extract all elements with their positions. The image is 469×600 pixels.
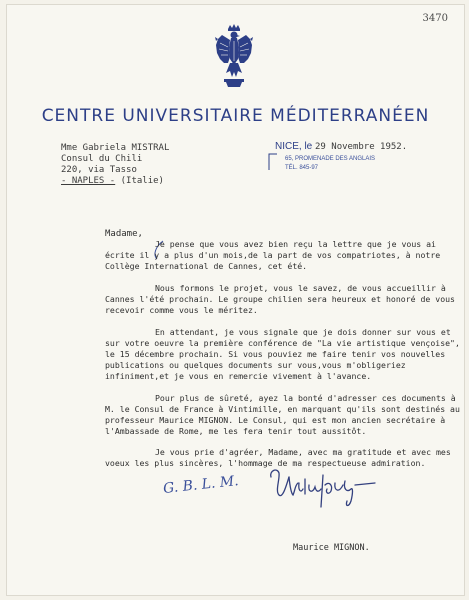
- recipient-title: Consul du Chili: [61, 154, 143, 164]
- typed-signature: Maurice MIGNON.: [293, 543, 370, 553]
- phone-line: TÉL. 845-97: [285, 165, 319, 171]
- paragraph-3: En attendant, je vous signale que je dois donner sur vous et sur votre oeuvre la première conférence de "La vie artistique vençoise", le 15 décembre prochain. Si vous pouviez me faire tenir vos nouvelles publications ou quelques documents sur vous,vous m'obligeriez infiniment,et je vous en remercie vivement à l'avance.: [105, 327, 460, 381]
- city-prefix: NICE, le: [275, 141, 316, 152]
- paragraph-5: Je vous prie d'agréer, Madame, avec ma gratitude et avec mes voeux les plus sincères, l'hommage de ma respectueuse admiration.: [105, 447, 451, 468]
- handwritten-initials: G. B. L. M.: [162, 473, 240, 497]
- recipient-street: 220, via Tasso: [61, 165, 137, 175]
- letter-date: 29 Novembre 1952.: [315, 142, 408, 152]
- institution-name: CENTRE UNIVERSITAIRE MÉDITERRANÉEN: [41, 106, 430, 126]
- eagle-crest-icon: [212, 23, 256, 95]
- recipient-city-line: [61, 176, 169, 187]
- archive-number: 3470: [422, 13, 448, 24]
- recipient-name: Mme Gabriela MISTRAL: [61, 143, 170, 153]
- bracket-mark-icon: [267, 153, 279, 171]
- recipient-block: [61, 143, 169, 187]
- address-line: 65, PROMENADE DES ANGLAIS: [285, 156, 376, 162]
- letterhead-address: [285, 155, 451, 173]
- paragraph-4: Pour plus de sûreté, ayez la bonté d'adresser ces documents à M. le Consul de France à Vintimille, en marquant qu'ils sont destinés au professeur Maurice MIGNON. Le Consul, qui est mon ancien secrétaire à l'Ambassade de Rome, me les fera tenir tout aussitôt.: [105, 393, 460, 436]
- paragraph-2: Nous formons le projet, vous le savez, de vous accueillir à Cannes l'été prochain. Le groupe chilien sera heureux et honoré de vous recevoir comme vous le méritez.: [105, 283, 455, 315]
- paragraph-1: Je pense que vous avez bien reçu la lettre que je vous ai écrite il y a plus d'un mois,de la part de vos compatriotes, à notre Collège International de Cannes, cet été.: [105, 239, 441, 271]
- letterhead-date-block: [275, 141, 451, 173]
- salutation: Madame,: [105, 229, 143, 239]
- recipient-city: - NAPLES -: [61, 176, 116, 186]
- paper-sheet: [6, 4, 465, 596]
- recipient-country: (Italie): [115, 176, 164, 186]
- date-line: [275, 141, 451, 154]
- handwritten-signature-icon: [265, 463, 385, 515]
